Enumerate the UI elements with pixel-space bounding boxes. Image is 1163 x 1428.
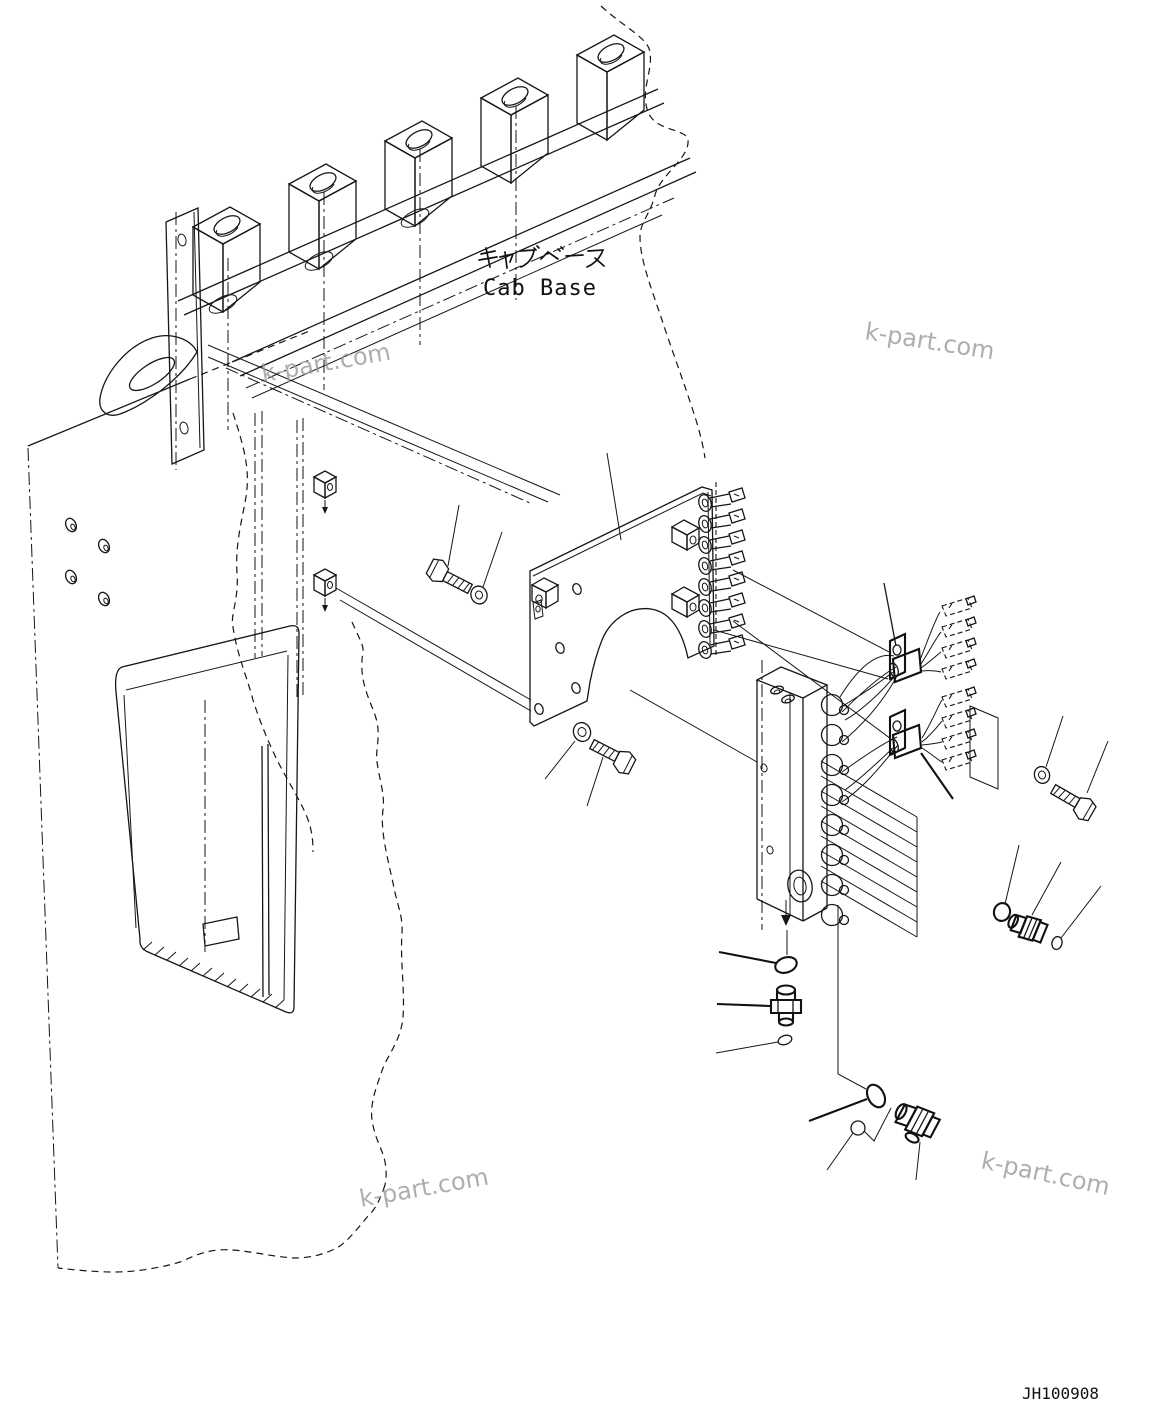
panel-left-edge	[28, 448, 58, 1268]
projection-lines	[336, 570, 891, 1141]
hatch-panel	[821, 761, 917, 937]
watermark: k-part.com	[259, 337, 393, 388]
washer	[571, 720, 593, 744]
ring-terminals	[697, 482, 745, 660]
door-cutout	[116, 626, 299, 1013]
mounting-plate	[530, 482, 745, 726]
side-sheet	[970, 706, 998, 789]
o-ring	[773, 954, 799, 975]
mounting-tab	[481, 78, 548, 183]
straight-fitting	[771, 986, 801, 1026]
panel-bottom-edge	[58, 1185, 385, 1272]
drawing-number: JH100908	[1022, 1384, 1100, 1403]
watermark: k-part.com	[357, 1162, 491, 1213]
port-hole	[785, 868, 815, 904]
o-ring	[777, 1034, 793, 1047]
watermark: k-part.com	[863, 317, 997, 366]
break-line	[601, 6, 705, 458]
hardware	[424, 556, 1098, 1148]
washer	[1032, 764, 1052, 785]
bolt-seat	[314, 471, 336, 514]
valve-cartridges	[822, 695, 849, 926]
break-line	[232, 413, 313, 852]
mounting-tab	[385, 121, 452, 226]
cab-base-frame	[100, 6, 705, 852]
plate-cube	[672, 520, 699, 550]
bolt-seat	[314, 569, 336, 612]
plate-block	[532, 578, 558, 619]
wire-clamp	[888, 634, 921, 682]
hex-bolt	[586, 735, 637, 776]
watermark: k-part.com	[978, 1146, 1113, 1202]
harness-wires	[920, 612, 942, 762]
hex-bolt	[1047, 780, 1098, 823]
cab-side-panel	[28, 330, 403, 1272]
hex-bolt	[424, 556, 475, 597]
mounting-tab	[577, 35, 644, 140]
valve-block	[757, 660, 827, 930]
hook-bracket	[100, 336, 197, 416]
plate-cube	[672, 587, 699, 617]
pressure-switch	[1004, 907, 1049, 947]
panel-holes	[64, 517, 112, 608]
frame-rail	[178, 89, 658, 301]
valve-manifold-assembly	[757, 596, 998, 937]
harness-connectors	[942, 596, 976, 770]
elbow-fitting	[887, 1097, 941, 1149]
cab-base-label-en: Cab Base	[483, 276, 597, 301]
panel-break-line	[352, 622, 403, 1185]
frame-column	[166, 208, 204, 470]
o-ring	[863, 1082, 888, 1111]
o-ring	[851, 1121, 865, 1135]
